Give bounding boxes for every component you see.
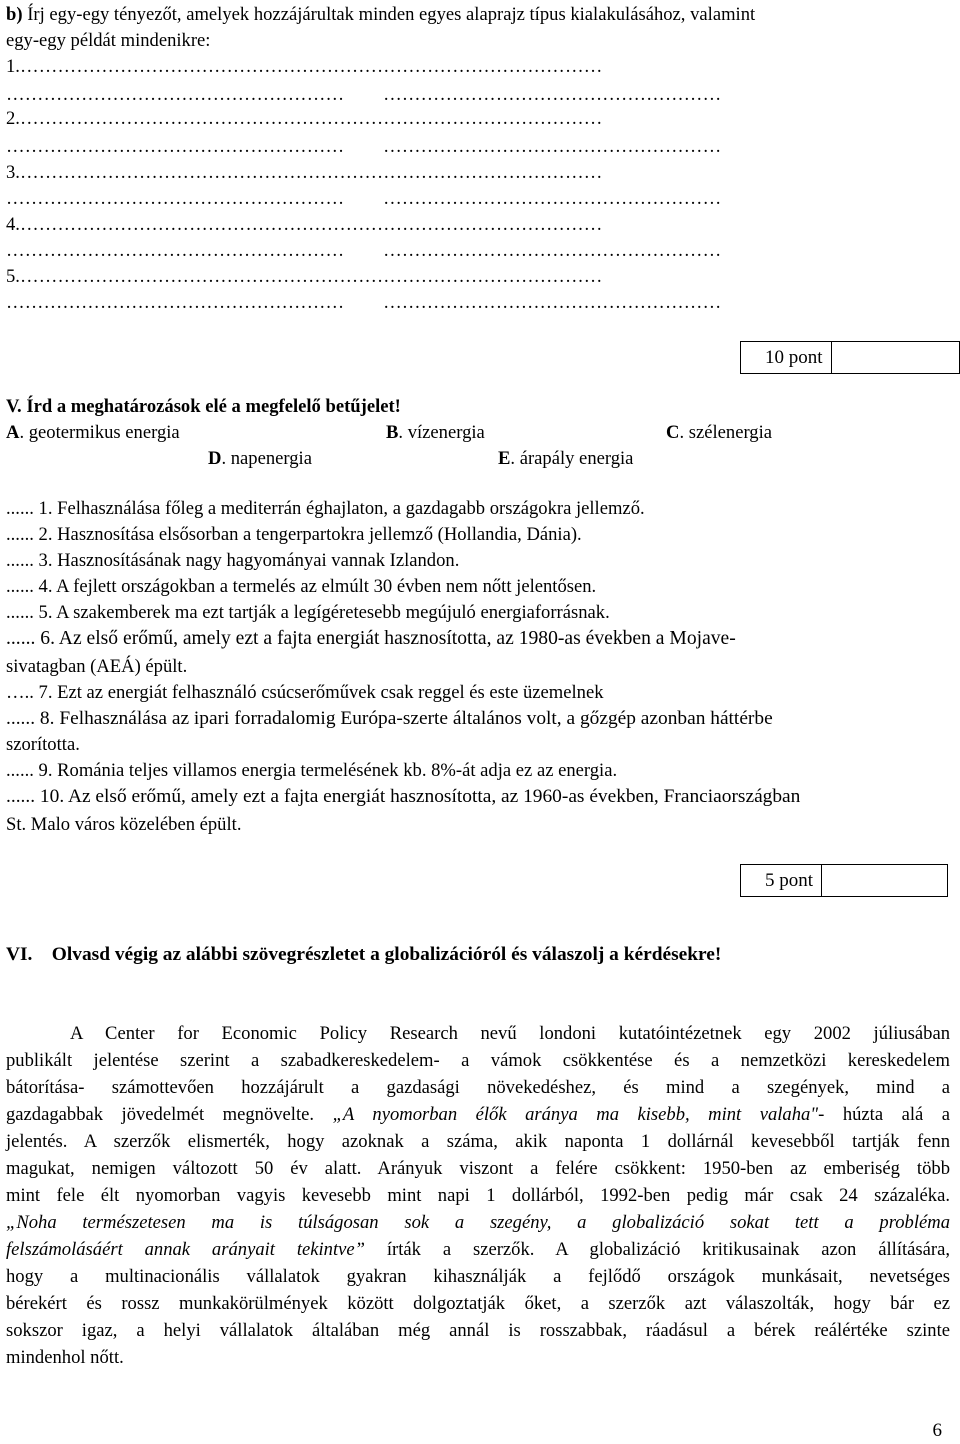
section6-title: Olvasd végig az alábbi szövegrészletet a globalizációról és válaszolj a kérdésekre! — [51, 944, 722, 965]
quote-2-cont: felszámolásáért annak arányait tekintve” — [6, 1239, 365, 1260]
answer-item-2[interactable]: 2.………………………………………………………………………………… — [6, 108, 603, 129]
answer-item-1-cont[interactable]: ……………………………………………… ……………………………………………… — [6, 84, 722, 105]
answer-item-2-cont[interactable]: ……………………………………………… ……………………………………………… — [6, 136, 722, 157]
option-c: C. szélenergia — [666, 422, 773, 443]
statement-4: ...... 4. A fejlett országokban a termelés az elmúlt 30 évben nem nőtt jelentősen. — [6, 576, 597, 597]
globalization-paragraph: A Center for Economic Policy Research nevű londoni kutatóintézetnek egy 2002 júliusában publikált jelentése szerint a szabadkereskedelem- a vámok csökkentése és a nemzetközi kereskedelem bátorítása- számottevően hozzájárult a gazdasági növekedéshez, és mind a szegények, mind a gazdagabbak jövedelmét megnövelte. „A nyomorban élők aránya ma kisebb, mint valaha"- húzta alá a jelentés. A szerzők elismerték, hogy azoknak a száma, akik naponta 1 dollárnál kevesebből tartják fenn magukat, nemigen változott 50 év alatt. Arányuk viszont a felére csökkent: 1950-ben az emberiség több mint fele élt nyomorban vagyis kevesebb mint napi 1 dollárból, 1992-ben pedig már csak 24 százaléka. „Noha természetesen ma is túlságosan sok a szegény, a globalizáció sokat tett a probléma felszámolásáért annak arányait tekintve” írták a szerzők. A globalizáció kritikusainak azon állítására, hogy a multinacionális vállalatok gyakran kihasználják a fejlődő országok munkásait, nevetséges bérekért és rossz munkakörülmények között dolgoztatják őket, a szerzők azt válaszolták, hogy bár ez sokszor igaz, a helyi vállalatok általában még annál is rosszabbak, ráadásul a bérek reálértéke szinte mindenhol nőtt. — [6, 1023, 951, 1368]
answer-item-4[interactable]: 4.………………………………………………………………………………… — [6, 214, 603, 235]
statement-10: ...... 10. Az első erőmű, amely ezt a fajta energiát hasznosította, az 1960-as években, Franciaországban — [6, 786, 801, 807]
task-b-line1: Írj egy-egy tényezőt, amelyek hozzájárultak minden egyes alaprajz típus kialakulásához, valamint — [27, 4, 756, 25]
points-box-section6 — [740, 864, 948, 897]
answer-item-4-cont[interactable]: ……………………………………………… ……………………………………………… — [6, 240, 722, 261]
statement-8-cont: szorította. — [6, 734, 80, 755]
quote-2: „Noha természetesen ma is túlságosan sok a szegény, a globalizáció sokat tett a probléma — [6, 1212, 950, 1233]
statement-1: ...... 1. Felhasználása főleg a mediterrán éghajlaton, a gazdagabb országokra jellemző. — [6, 498, 645, 519]
option-d: D. napenergia — [208, 448, 312, 469]
statement-6-cont: sivatagban (AEÁ) épült. — [6, 656, 188, 677]
statement-8: ...... 8. Felhasználása az ipari forradalomig Európa-szerte általános volt, a gőzgép azonban háttérbe — [6, 708, 773, 729]
statement-10-cont: St. Malo város közelében épült. — [6, 814, 242, 835]
option-e: E. árapály energia — [498, 448, 634, 469]
quote-1: „A nyomorban élők aránya ma kisebb, mint valaha" — [332, 1104, 819, 1125]
statement-7: ….. 7. Ezt az energiát felhasználó csúcserőművek csak reggel és este üzemelnek — [6, 682, 604, 703]
points-box-section5 — [740, 341, 960, 374]
answer-item-1[interactable]: 1.………………………………………………………………………………… — [6, 56, 603, 77]
answer-item-3[interactable]: 3.………………………………………………………………………………… — [6, 162, 603, 183]
option-b: B. vízenergia — [386, 422, 485, 443]
section5-heading: V. Írd a meghatározások elé a megfelelő betűjelet! — [6, 396, 401, 417]
task-b-line2: egy-egy példát mindenikre: — [6, 30, 211, 51]
answer-item-3-cont[interactable]: ……………………………………………… ……………………………………………… — [6, 188, 722, 209]
task-b-prefix: b) — [6, 4, 23, 25]
points-label: 5 pont — [741, 865, 822, 896]
page-number: 6 — [932, 1420, 942, 1441]
answer-item-5-cont[interactable]: ……………………………………………… ……………………………………………… — [6, 292, 722, 313]
statement-5: ...... 5. A szakemberek ma ezt tartják a legígéretesebb megújuló energiaforrásnak. — [6, 602, 610, 623]
statement-6: ...... 6. Az első erőmű, amely ezt a fajta energiát hasznosította, az 1980-as években a Mojave- — [6, 628, 736, 649]
points-score-cell[interactable] — [832, 342, 959, 373]
statement-3: ...... 3. Hasznosításának nagy hagyományai vannak Izlandon. — [6, 550, 460, 571]
section6-heading: VI. Olvasd végig az alábbi szövegrészletet a globalizációról és válaszolj a kérdésekre! — [6, 944, 722, 965]
answer-item-5[interactable]: 5.………………………………………………………………………………… — [6, 266, 603, 287]
section5-title: Írd a meghatározások elé a megfelelő betűjelet! — [26, 396, 401, 417]
task-b-heading — [6, 4, 755, 26]
statement-9: ...... 9. Románia teljes villamos energia termelésének kb. 8%-át adja ez az energia. — [6, 760, 618, 781]
option-a: A. geotermikus energia — [6, 422, 180, 443]
points-label: 10 pont — [741, 342, 832, 373]
points-score-cell[interactable] — [822, 865, 947, 896]
statement-2: ...... 2. Hasznosítása elsősorban a tengerpartokra jellemző (Hollandia, Dánia). — [6, 524, 582, 545]
